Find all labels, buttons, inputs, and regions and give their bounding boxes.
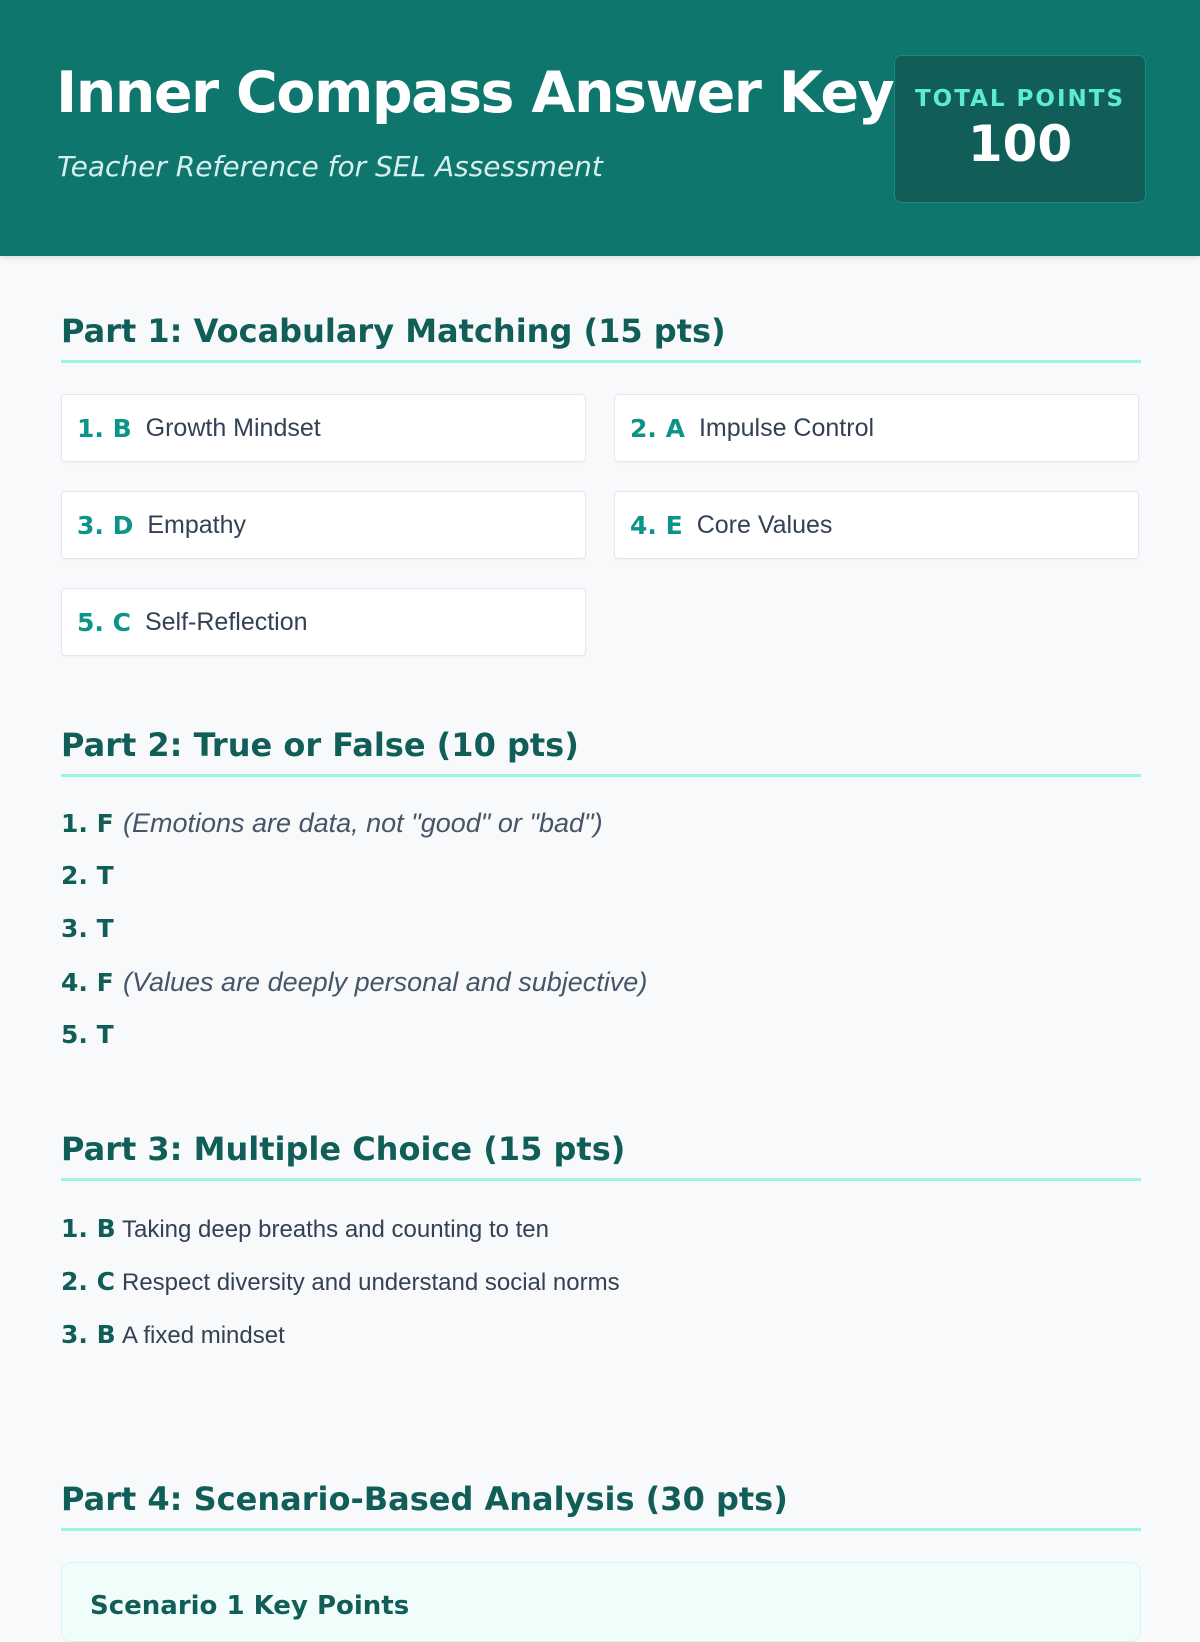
section-title-part4: Part 4: Scenario-Based Analysis (30 pts) — [61, 1480, 1141, 1531]
tf-answer-note: (Values are deeply personal and subjective) — [123, 967, 648, 997]
vocab-answer-key: 3. D — [77, 510, 134, 540]
true-false-answer — [61, 808, 603, 848]
total-points-label: TOTAL POINTS — [914, 86, 1126, 112]
mc-answer-text: Taking deep breaths and counting to ten — [122, 1216, 549, 1243]
mc-answer-text: A fixed mindset — [122, 1322, 285, 1349]
vocab-answer-key: 2. A — [630, 413, 685, 443]
total-points-value: 100 — [967, 115, 1073, 173]
multiple-choice-answer — [61, 1320, 285, 1360]
vocab-answer-card — [614, 491, 1139, 559]
tf-answer-key: 4. F — [61, 968, 114, 997]
total-points-badge — [894, 55, 1146, 203]
section-title-part2: Part 2: True or False (10 pts) — [61, 726, 1141, 777]
vocab-term: Self-Reflection — [144, 607, 308, 636]
vocab-answer-card — [61, 491, 586, 559]
tf-answer-key: 2. T — [61, 861, 114, 890]
true-false-answer — [61, 1020, 123, 1060]
page-subtitle: Teacher Reference for SEL Assessment — [57, 150, 603, 183]
tf-answer-key: 5. T — [61, 1020, 114, 1049]
true-false-answer — [61, 914, 123, 954]
section-title-part1: Part 1: Vocabulary Matching (15 pts) — [61, 312, 1141, 363]
vocab-answer-key: 5. C — [77, 607, 131, 637]
vocab-answer-card — [614, 394, 1139, 462]
mc-answer-key: 3. B — [61, 1320, 116, 1349]
vocab-answer-key: 1. B — [77, 413, 132, 443]
vocab-term: Growth Mindset — [145, 413, 321, 442]
header-banner — [0, 0, 1200, 256]
true-false-answer — [61, 861, 123, 901]
tf-answer-key: 1. F — [61, 809, 114, 838]
vocab-term: Impulse Control — [698, 413, 875, 442]
multiple-choice-answer — [61, 1267, 620, 1307]
vocab-answer-card — [61, 588, 586, 656]
tf-answer-key: 3. T — [61, 914, 114, 943]
multiple-choice-answer — [61, 1214, 549, 1254]
tf-answer-note: (Emotions are data, not "good" or "bad") — [123, 808, 603, 838]
vocab-term: Core Values — [696, 510, 833, 539]
mc-answer-key: 2. C — [61, 1267, 115, 1296]
section-title-part3: Part 3: Multiple Choice (15 pts) — [61, 1130, 1141, 1181]
vocab-term: Empathy — [147, 510, 247, 539]
vocab-answer-key: 4. E — [630, 510, 683, 540]
mc-answer-key: 1. B — [61, 1214, 116, 1243]
vocab-answer-card — [61, 394, 586, 462]
mc-answer-text: Respect diversity and understand social norms — [122, 1269, 620, 1296]
scenario-card-title: Scenario 1 Key Points — [90, 1591, 410, 1621]
page-title: Inner Compass Answer Key — [56, 60, 894, 126]
true-false-answer — [61, 967, 647, 1007]
scenario-key-card — [61, 1562, 1141, 1642]
